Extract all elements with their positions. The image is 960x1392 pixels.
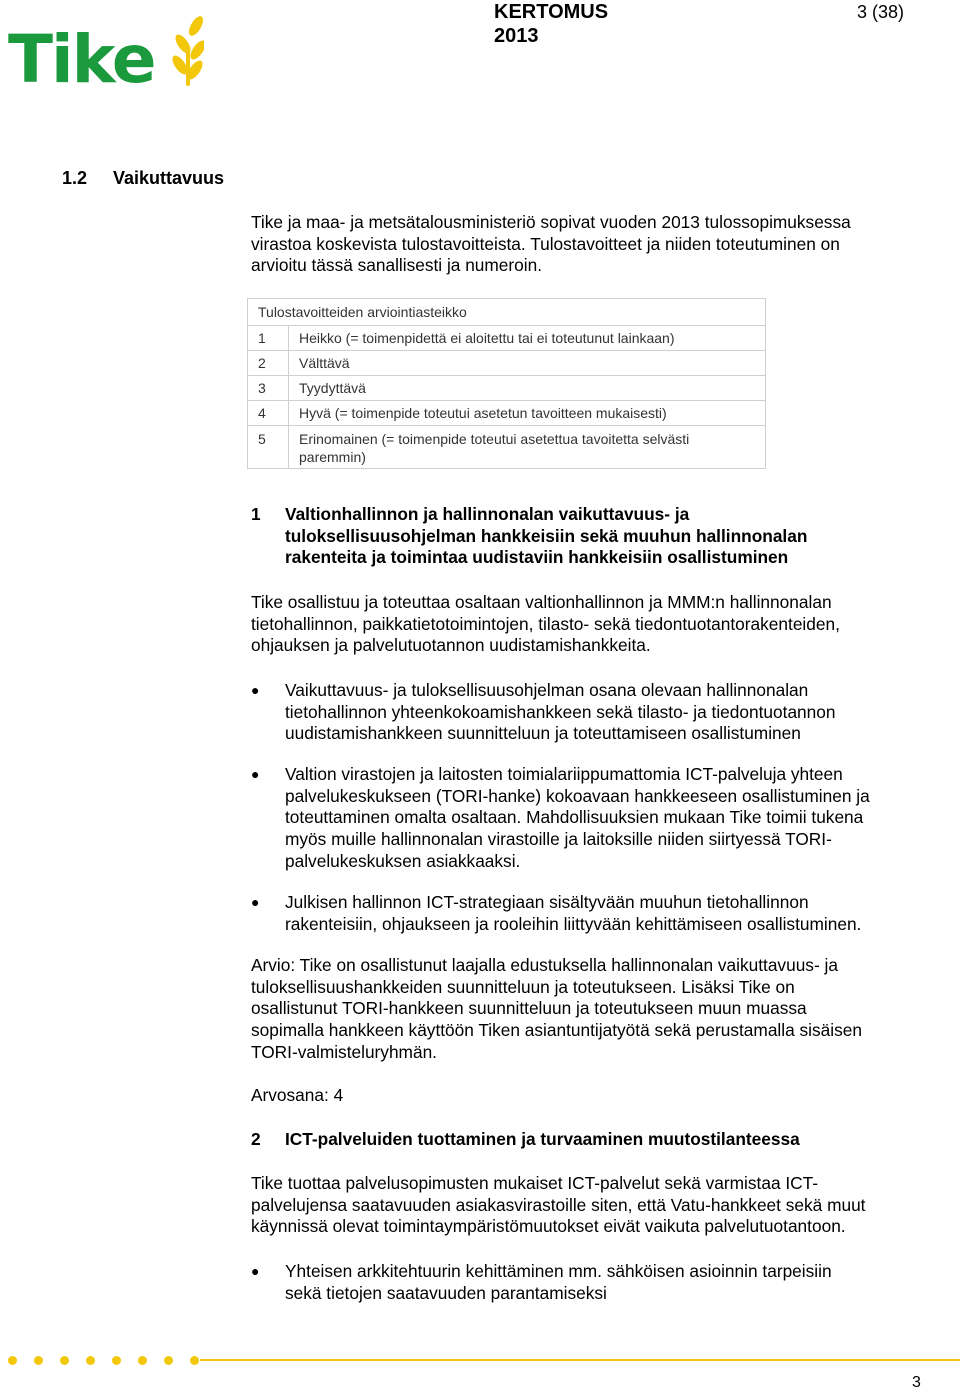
table-row <box>248 376 766 401</box>
rating-description: Hyvä (= toimenpide toteutui asetetun tavoitteen mukaisesti) <box>289 401 766 426</box>
table-row <box>248 326 766 351</box>
footer-dot <box>138 1356 147 1365</box>
text-line: sekä tietojen saatavuuden parantamiseksi <box>285 1282 607 1303</box>
footer-dot <box>112 1356 121 1365</box>
text-line: Tike ja maa- ja metsätalousministeriö sopivat vuoden 2013 tulossopimuksessa <box>251 212 851 232</box>
text-line: palvelukeskuksen asiakkaaksi. <box>285 850 521 871</box>
table-caption: Tulostavoitteiden arviointiasteikko <box>248 299 766 326</box>
text-line: arvioitu tässä sanallisesti ja numeroin. <box>251 255 543 276</box>
goal-1-assessment <box>251 955 931 1064</box>
goal-1-heading <box>251 504 891 569</box>
text-line: Valtion virastojen ja laitosten toimialariippumattomia ICT-palveluja yhteen <box>285 764 843 784</box>
text-line: Yhteisen arkkitehtuurin kehittäminen mm. sähköisen asioinnin tarpeisiin <box>285 1261 832 1281</box>
list-item <box>251 680 931 745</box>
text-line: Arvio: Tike on osallistunut laajalla edustuksella hallinnonalan vaikuttavuus- ja <box>251 955 838 975</box>
text-line: myös muille hallinnonalan virastoille ja laitoksille niiden siirtyessä TORI- <box>285 829 832 850</box>
table-row <box>248 401 766 426</box>
goal-number: 2 <box>251 1129 261 1149</box>
bullet-icon: ● <box>251 766 260 782</box>
footer-divider <box>200 1359 960 1361</box>
goal-1-grade: Arvosana: 4 <box>251 1085 344 1105</box>
footer-dot <box>164 1356 173 1365</box>
footer-dot <box>190 1356 199 1365</box>
goal-number: 1 <box>251 504 261 524</box>
rating-number: 4 <box>248 401 289 426</box>
table-row <box>248 351 766 376</box>
table-row <box>248 426 766 469</box>
text-line: Vaikuttavuus- ja tuloksellisuusohjelman osana olevaan hallinnonalan <box>285 680 809 700</box>
text-line: virastoa koskevista tulostavoitteista. Tulostavoitteet ja niiden toteutuminen on <box>251 233 840 254</box>
section-heading <box>62 166 224 190</box>
text-line: tuloksellisuushankkeiden suunnitteluun ja toteutukseen. Lisäksi Tike on <box>251 976 795 997</box>
rating-description-line2: paremmin) <box>299 448 366 465</box>
footer-dot <box>8 1356 17 1365</box>
wheat-icon <box>170 14 204 86</box>
text-line: ohjauksen ja palvelutuotannon uudistamishankkeita. <box>251 635 651 656</box>
goal-title: ICT-palveluiden tuottaminen ja turvaaminen muutostilanteessa <box>285 1129 800 1149</box>
text-line: sopimalla hankkeen käyttöön Tiken asiantuntijatyötä sekä perustamalla sisäisen <box>251 1020 862 1041</box>
rating-description-line1: Erinomainen (= toimenpide toteutui asetettua tavoitetta selvästi <box>299 430 690 447</box>
goal-2-heading <box>251 1129 891 1151</box>
rating-scale-table <box>247 298 766 469</box>
intro-paragraph <box>251 212 931 277</box>
text-line: Tike osallistuu ja toteuttaa osaltaan valtionhallinnon ja MMM:n hallinnonalan <box>251 592 832 612</box>
rating-number: 2 <box>248 351 289 376</box>
text-line: osallistunut TORI-hankkeen suunnitteluun ja toteutukseen muun muassa <box>251 998 807 1019</box>
bullet-icon: ● <box>251 894 260 910</box>
footer-dot <box>34 1356 43 1365</box>
text-line: tuloksellisuusohjelman hankkeisiin sekä muuhun hallinnonalan <box>285 525 808 546</box>
text-line: palvelukeskukseen (TORI-hanke) kokoavaan hankkeeseen osallistuminen ja <box>285 785 870 806</box>
goal-2-paragraph <box>251 1173 931 1238</box>
list-item <box>251 764 931 873</box>
footer-page-number: 3 <box>912 1374 921 1391</box>
footer-dot <box>60 1356 69 1365</box>
table-caption-row <box>248 299 766 326</box>
list-item <box>251 892 931 935</box>
goal-1-paragraph <box>251 592 931 657</box>
section-title: Vaikuttavuus <box>113 168 225 188</box>
rating-number: 5 <box>248 426 289 469</box>
text-line: uudistamishankkeen suunnitteluun ja toteuttamiseen osallistuminen <box>285 723 801 744</box>
section-number: 1.2 <box>62 168 88 188</box>
footer-dot <box>86 1356 95 1365</box>
text-line: Tike tuottaa palvelusopimusten mukaiset ICT-palvelut sekä varmistaa ICT- <box>251 1173 818 1193</box>
text-line: tietohallinnon yhteenkokoamishankkeen sekä tilasto- ja tiedontuotannon <box>285 701 836 722</box>
text-line: palvelujensa saatavuuden asiakasvirastoille siten, että Vatu-hankkeet sekä muut <box>251 1194 866 1215</box>
bullet-icon: ● <box>251 682 260 698</box>
text-line: tietohallinnon, paikkatietotoimintojen, tilasto- sekä tiedontuotantorakenteiden, <box>251 613 840 634</box>
document-title <box>494 0 608 48</box>
text-line: rakenteita ja toimintaa uudistaviin hankkeisiin osallistuminen <box>285 547 789 568</box>
rating-number: 3 <box>248 376 289 401</box>
rating-description: Välttävä <box>289 351 766 376</box>
rating-description <box>289 426 766 469</box>
text-line: TORI-valmisteluryhmän. <box>251 1041 437 1062</box>
text-line: Valtionhallinnon ja hallinnonalan vaikuttavuus- ja <box>285 504 690 524</box>
text-line: käynnissä olevat toimintaympäristömuutokset eivät vaikuta palvelutuotantoon. <box>251 1216 846 1237</box>
rating-description: Tyydyttävä <box>289 376 766 401</box>
tike-logo <box>8 10 204 88</box>
text-line: rakenteisiin, ohjaukseen ja rooleihin liittyvään kehittämiseen osallistuminen. <box>285 913 862 934</box>
rating-description: Heikko (= toimenpidettä ei aloitettu tai ei toteutunut lainkaan) <box>289 326 766 351</box>
text-line: toteuttaminen omalta osaltaan. Mahdollisuuksien mukaan Tike toimii tukena <box>285 807 864 828</box>
rating-number: 1 <box>248 326 289 351</box>
logo-wordmark: Tike <box>8 21 155 88</box>
text-line: Julkisen hallinnon ICT-strategiaan sisältyvään muuhun tietohallinnon <box>285 892 809 912</box>
bullet-icon: ● <box>251 1263 260 1279</box>
document-title-line1: KERTOMUS <box>494 1 609 23</box>
document-title-line2: 2013 <box>494 25 539 47</box>
goal-title <box>285 504 891 569</box>
page-indicator: 3 (38) <box>857 2 905 22</box>
list-item <box>251 1261 931 1304</box>
